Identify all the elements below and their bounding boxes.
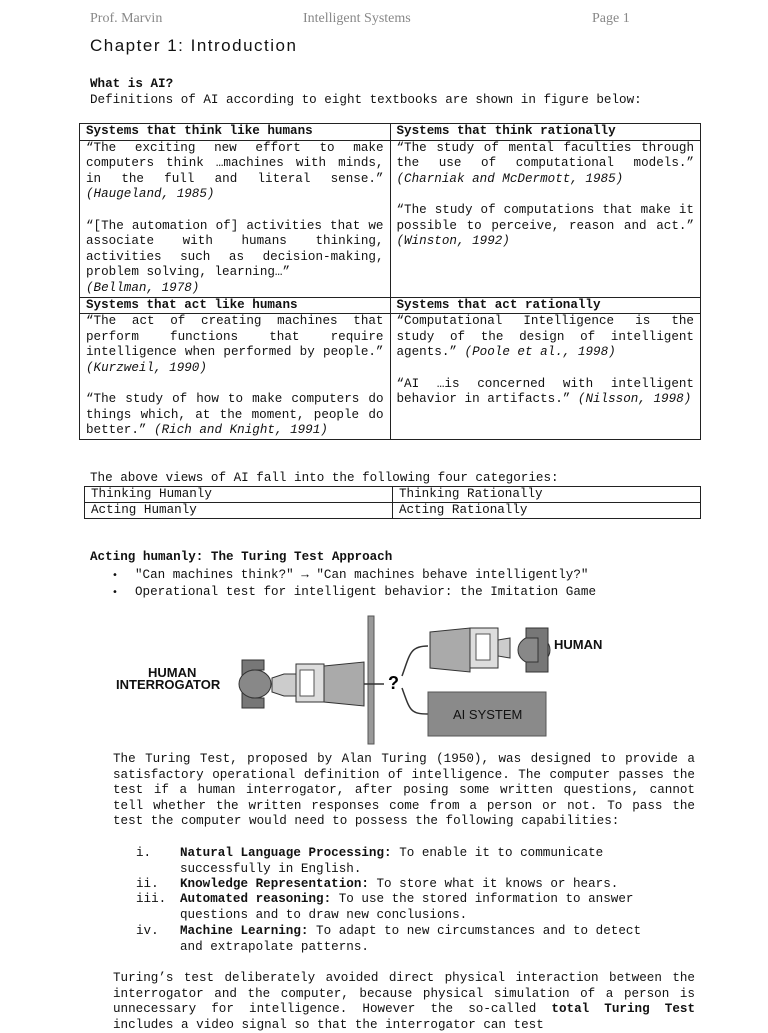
wall-divider <box>368 616 374 744</box>
capability-item: iii. Automated reasoning: To use the stored information to answer questions and to draw new conclusions. <box>136 892 634 922</box>
header-act-rationally: Systems that act rationally <box>390 297 701 314</box>
category-thinking-rationally: Thinking Rationally <box>393 487 701 503</box>
turing-final-paragraph: Turing’s test deliberately avoided direct physical interaction between the interrogator and the computer, because physical simulation of a person is unnecessary for intelligence. However the so-called total Turing Test includes a video signal so that the interrogator can test <box>113 971 695 1032</box>
what-is-ai-intro: Definitions of AI according to eight textbooks are shown in figure below: <box>90 93 642 107</box>
quote-charniak: “The study of mental faculties through the use of computational models.” (Charniak and McDermott, 1985) <box>396 140 694 186</box>
bullet-icon: • <box>112 570 118 581</box>
capability-item: i. Natural Language Processing: To enable it to communicate successfully in English. <box>136 846 604 876</box>
category-thinking-humanly: Thinking Humanly <box>85 487 393 503</box>
header-think-humans: Systems that think like humans <box>80 124 391 141</box>
ai-definitions-table <box>79 123 701 440</box>
interrogator-label: HUMAN <box>148 665 197 680</box>
bullet-item: • "Can machines think?" → "Can machines behave intelligently?" <box>112 568 589 582</box>
header-think-rationally: Systems that think rationally <box>390 124 701 141</box>
cell-act-rationally <box>390 314 701 440</box>
categories-table <box>84 486 701 519</box>
bullet-item: • Operational test for intelligent behavior: the Imitation Game <box>112 585 597 599</box>
capability-item: iv. Machine Learning: To adapt to new circumstances and to detect and extrapolate patterns. <box>136 924 642 954</box>
header-course: Intelligent Systems <box>303 11 411 26</box>
quote-kurzweil: “The act of creating machines that perform functions that require intelligence when performed by people.” (Kurzweil, 1990) <box>86 314 384 375</box>
turing-test-diagram <box>110 614 630 746</box>
category-acting-rationally: Acting Rationally <box>393 503 701 519</box>
bullet-icon: • <box>112 587 118 598</box>
interrogator-figure-icon <box>239 660 296 708</box>
header-page-number: Page 1 <box>592 11 630 26</box>
header-act-humans: Systems that act like humans <box>80 297 391 314</box>
ai-system-label: AI SYSTEM <box>453 707 523 722</box>
quote-bellman: “[The automation of] activities that we associate with humans thinking, activities such as decision-making, problem solving, learning…” (Bellman, 1978) <box>86 218 384 295</box>
category-acting-humanly: Acting Humanly <box>85 503 393 519</box>
acting-humanly-heading: Acting humanly: The Turing Test Approach <box>90 550 393 564</box>
capability-item: ii. Knowledge Representation: To store what it knows or hears. <box>136 877 619 891</box>
quote-nilsson: “AI …is concerned with intelligent behavior in artifacts.” (Nilsson, 1998) <box>396 376 694 407</box>
quote-rich-knight: “The study of how to make computers do things which, at the moment, people do better.” (Rich and Knight, 1991) <box>86 392 384 438</box>
human-label: HUMAN <box>554 637 603 652</box>
link-to-ai <box>402 688 428 714</box>
quote-poole: “Computational Intelligence is the study of the design of intelligent agents.” (Poole et al., 1998) <box>396 314 694 360</box>
cell-think-rationally <box>390 140 701 297</box>
categories-intro: The above views of AI fall into the following four categories: <box>90 471 559 485</box>
header-author: Prof. Marvin <box>90 11 163 26</box>
chapter-title: Chapter 1: Introduction <box>90 36 298 55</box>
turing-test-paragraph: The Turing Test, proposed by Alan Turing (1950), was designed to provide a satisfactory operational definition of intelligence. The computer passes the test if a human interrogator, after posing some written questions, cannot tell whether the written responses come from a person or not. To pass the test the computer would need to possess the following capabilities: <box>113 752 695 829</box>
interrogator-terminal-icon <box>296 662 364 706</box>
link-to-human <box>402 646 428 676</box>
human-terminal-icon <box>430 628 498 672</box>
cell-think-humans <box>80 140 391 297</box>
cell-act-humans <box>80 314 391 440</box>
what-is-ai-heading: What is AI? <box>90 77 174 91</box>
interrogator-label-2: INTERROGATOR <box>116 677 221 692</box>
quote-winston: “The study of computations that make it possible to perceive, reason and act.” (Winston, 1992) <box>396 202 694 249</box>
human-figure-icon <box>498 628 550 672</box>
quote-haugeland: “The exciting new effort to make computers think …machines with minds, in the full and literal sense.” (Haugeland, 1985) <box>86 140 384 202</box>
question-mark: ? <box>388 673 399 693</box>
